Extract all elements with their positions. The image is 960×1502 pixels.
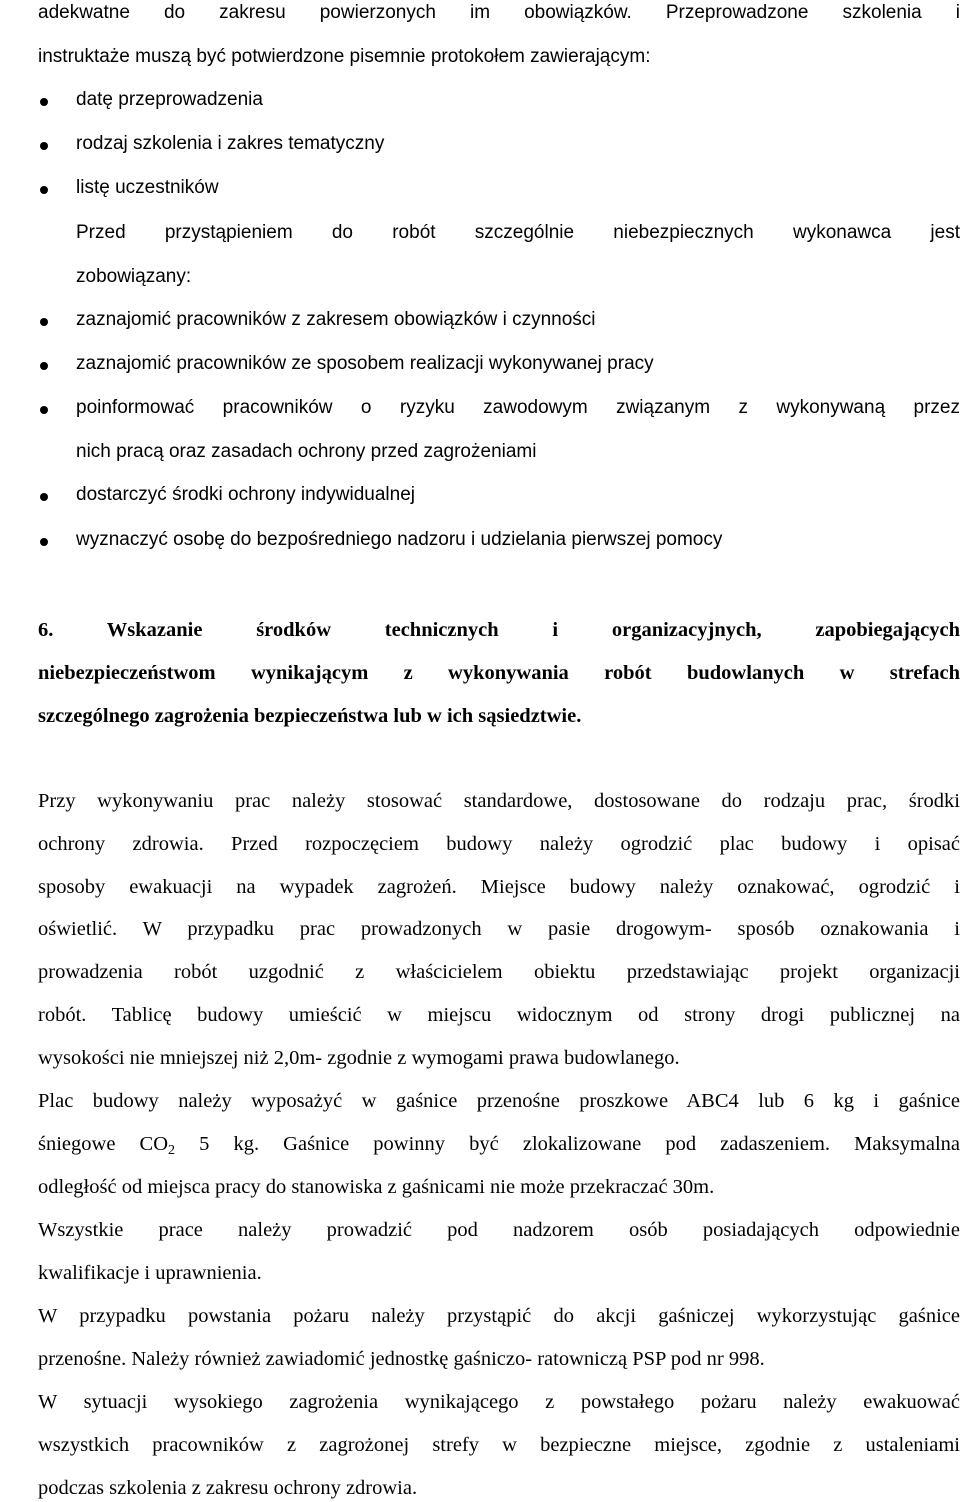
paragraph-line: Przy wykonywaniu prac należy stosować standardowe, dostosowane do rodzaju prac, środki	[38, 790, 960, 812]
paragraph-line: Wszystkie prace należy prowadzić pod nadzorem osób posiadających odpowiednie	[38, 1219, 960, 1241]
intro-line: adekwatne do zakresu powierzonych im obowiązków. Przeprowadzone szkolenia i	[38, 2, 960, 23]
paragraph-line: sposoby ewakuacji na wypadek zagrożeń. Miejsce budowy należy oznakować, ogrodzić i	[38, 876, 960, 898]
section-heading: 6. Wskazanie środków technicznych i organizacyjnych, zapobiegających	[38, 619, 960, 641]
section-heading: szczególnego zagrożenia bezpieczeństwa lub w ich sąsiedztwie.	[38, 705, 582, 727]
bullet-icon	[40, 406, 48, 414]
list-item: wyznaczyć osobę do bezpośredniego nadzoru i udzielania pierwszej pomocy	[76, 529, 723, 550]
paragraph-line: wszystkich pracowników z zagrożonej strefy w bezpieczne miejsce, zgodnie z ustaleniami	[38, 1434, 960, 1456]
paragraph-line: prowadzenia robót uzgodnić z właścicielem obiektu przedstawiając projekt organizacji	[38, 961, 960, 983]
bullet-icon	[40, 142, 48, 150]
co2-suffix: 5 kg. Gaśnice powinny być zlokalizowane pod zadaszeniem. Maksymalna	[175, 1133, 960, 1155]
paragraph-line: W przypadku powstania pożaru należy przystąpić do akcji gaśniczej wykorzystując gaśnice	[38, 1305, 960, 1327]
bullet-icon	[40, 538, 48, 546]
list-item: zaznajomić pracowników z zakresem obowiązków i czynności	[76, 309, 596, 330]
paragraph-line: oświetlić. W przypadku prac prowadzonych w pasie drogowym- sposób oznakowania i	[38, 918, 960, 940]
obligation-intro: Przed przystąpieniem do robót szczególnie niebezpiecznych wykonawca jest	[76, 222, 960, 243]
list-item: rodzaj szkolenia i zakres tematyczny	[76, 133, 385, 154]
paragraph-line: przenośne. Należy również zawiadomić jednostkę gaśniczo- ratowniczą PSP pod nr 998.	[38, 1348, 765, 1370]
co2-subscript: 2	[168, 1143, 176, 1158]
list-item: dostarczyć środki ochrony indywidualnej	[76, 484, 415, 505]
bullet-icon	[40, 493, 48, 501]
list-item-continuation: nich pracą oraz zasadach ochrony przed zagrożeniami	[76, 441, 537, 462]
bullet-icon	[40, 318, 48, 326]
bullet-icon	[40, 98, 48, 106]
intro-line: instruktaże muszą być potwierdzone pisemnie protokołem zawierającym:	[38, 46, 651, 67]
list-item: zaznajomić pracowników ze sposobem realizacji wykonywanej pracy	[76, 353, 654, 374]
list-item: listę uczestników	[76, 177, 219, 198]
bullet-icon	[40, 186, 48, 194]
paragraph-line: podczas szkolenia z zakresu ochrony zdrowia.	[38, 1477, 418, 1499]
bullet-icon	[40, 362, 48, 370]
paragraph-line: robót. Tablicę budowy umieścić w miejscu widocznym od strony drogi publicznej na	[38, 1004, 960, 1026]
paragraph-line: kwalifikacje i uprawnienia.	[38, 1262, 262, 1284]
section-heading: niebezpieczeństwom wynikającym z wykonywania robót budowlanych w strefach	[38, 662, 960, 684]
paragraph-line: wysokości nie mniejszej niż 2,0m- zgodnie z wymogami prawa budowlanego.	[38, 1047, 680, 1069]
paragraph-line: ochrony zdrowia. Przed rozpoczęciem budowy należy ogrodzić plac budowy i opisać	[38, 833, 960, 855]
paragraph-line: Plac budowy należy wyposażyć w gaśnice przenośne proszkowe ABC4 lub 6 kg i gaśnice	[38, 1090, 960, 1112]
list-item: poinformować pracowników o ryzyku zawodowym związanym z wykonywaną przez	[76, 397, 960, 418]
co2-prefix: śniegowe CO	[38, 1133, 169, 1155]
paragraph-line	[38, 1132, 960, 1156]
paragraph-line: odległość od miejsca pracy do stanowiska z gaśnicami nie może przekraczać 30m.	[38, 1176, 715, 1198]
paragraph-line: W sytuacji wysokiego zagrożenia wynikającego z powstałego pożaru należy ewakuować	[38, 1391, 960, 1413]
obligation-intro: zobowiązany:	[76, 266, 192, 287]
list-item: datę przeprowadzenia	[76, 89, 263, 110]
